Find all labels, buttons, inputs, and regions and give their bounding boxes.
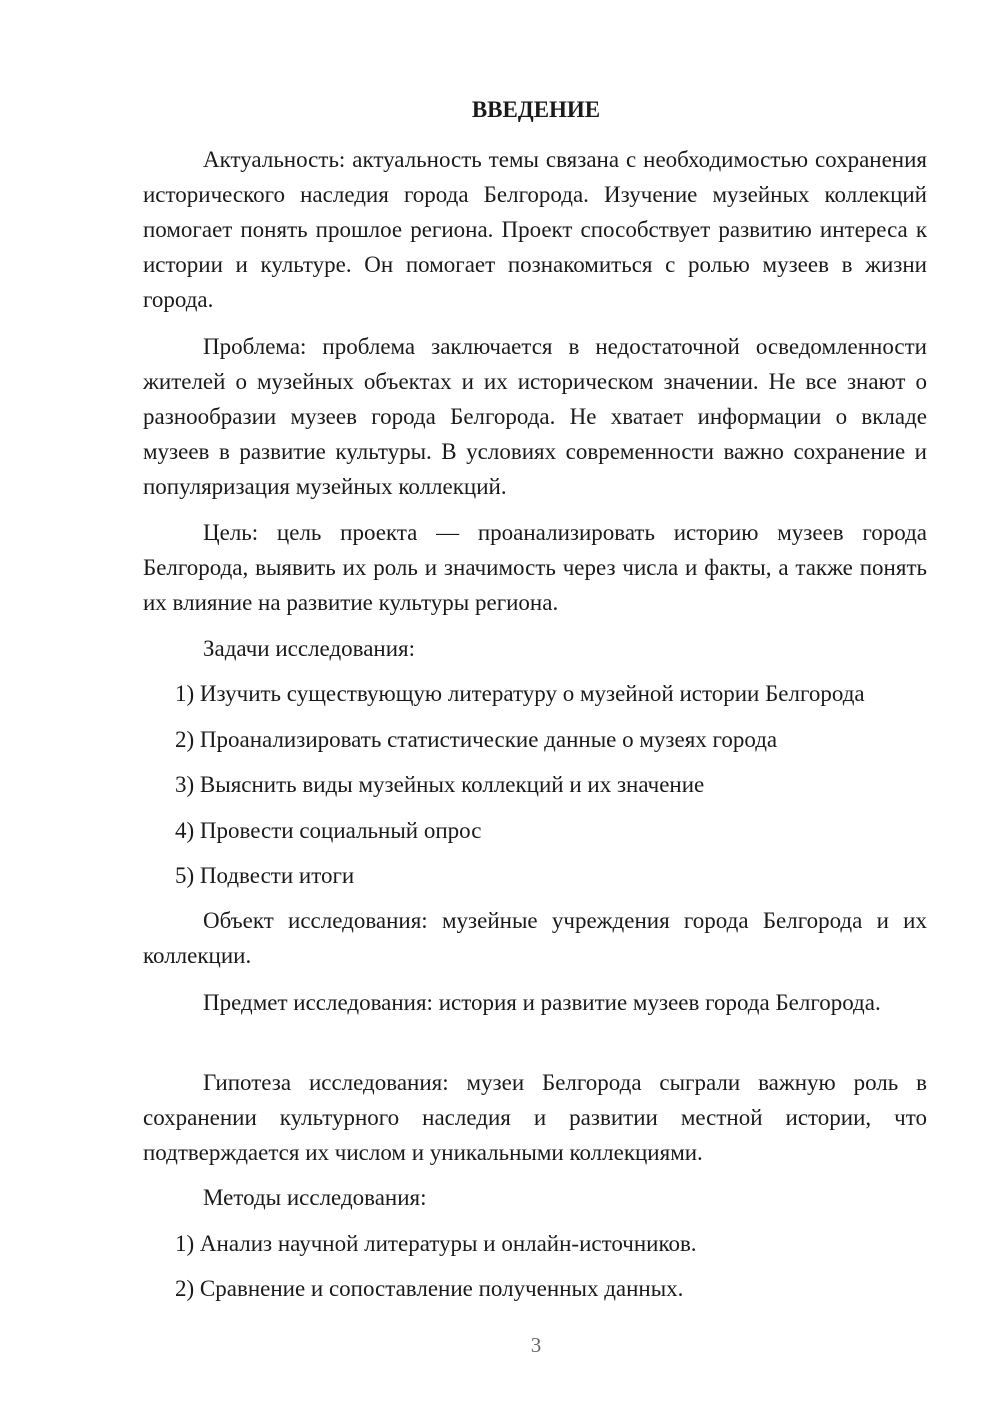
hypothesis-paragraph: Гипотеза исследования: музеи Белгорода сыграли важную роль в сохранении культурного наследия и развитии местной истории, что подтверждается их числом и уникальными коллекциями.	[143, 1070, 927, 1165]
section-heading: ВВЕДЕНИЕ	[471, 97, 601, 122]
relevance-paragraph: Актуальность: актуальность темы связана с необходимостью сохранения исторического наследия города Белгорода. Изучение музейных коллекций помогает понять прошлое региона. Проект способствует развитию интереса к истории и культуре. Он помогает познакомиться с ролью музеев в жизни города.	[143, 147, 927, 312]
task-item: 4) Провести социальный опрос	[175, 818, 482, 843]
method-item: 1) Анализ научной литературы и онлайн-источников.	[175, 1231, 697, 1256]
subject-paragraph: Предмет исследования: история и развитие музеев города Белгорода.	[203, 990, 881, 1015]
task-item: 2) Проанализировать статистические данные о музеях города	[175, 727, 778, 752]
method-item: 2) Сравнение и сопоставление полученных данных.	[175, 1276, 684, 1301]
tasks-title: Задачи исследования:	[203, 636, 416, 661]
task-item: 3) Выяснить виды музейных коллекций и их значение	[175, 772, 705, 797]
page-number: 3	[530, 1333, 542, 1357]
task-item: 1) Изучить существующую литературу о музейной истории Белгорода	[175, 681, 865, 706]
object-paragraph: Объект исследования: музейные учреждения города Белгорода и их коллекции.	[143, 908, 927, 968]
methods-title: Методы исследования:	[203, 1185, 427, 1210]
task-item: 5) Подвести итоги	[175, 863, 355, 888]
goal-paragraph: Цель: цель проекта — проанализировать историю музеев города Белгорода, выявить их роль и значимость через числа и факты, а также понять их влияние на развитие культуры региона.	[143, 520, 927, 615]
problem-paragraph: Проблема: проблема заключается в недостаточной осведомленности жителей о музейных объектах и их историческом значении. Не все знают о разнообразии музеев города Белгорода. Не хватает информации о вкладе музеев в развитие культуры. В условиях современности важно сохранение и популяризация музейных коллекций.	[143, 334, 927, 499]
